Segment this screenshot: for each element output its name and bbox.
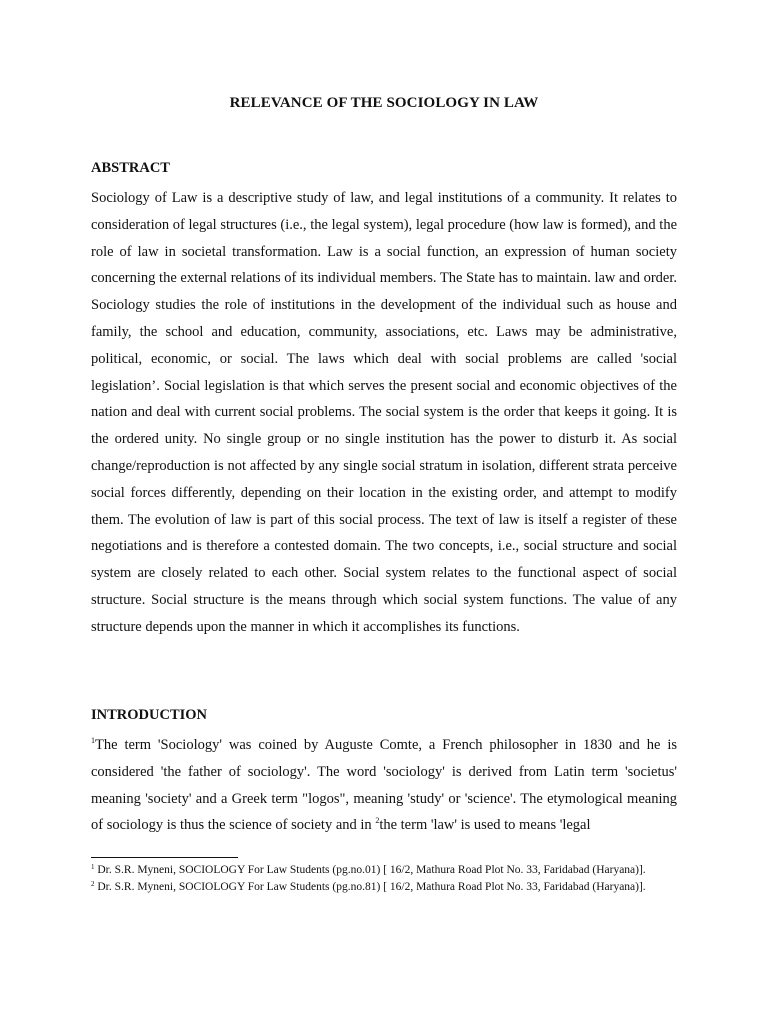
- introduction-paragraph: [91, 732, 677, 839]
- abstract-heading: ABSTRACT: [91, 160, 170, 176]
- footnote-2: [91, 879, 651, 896]
- introduction-text-part1: The term 'Sociology' was coined by Auguste Comte, a French philosopher in 1830 and he is considered 'the father of sociology'. The word 'sociology' is derived from Latin term 'societus' meaning 'society' and a Greek term "logos", meaning 'study' or 'science'. The etymological meaning of sociology is thus the science of society and in: [91, 737, 677, 834]
- abstract-paragraph: Sociology of Law is a descriptive study of law, and legal institutions of a community. It relates to consideration of legal structures (i.e., the legal system), legal procedure (how law is formed), and the role of law in societal transformation. Law is a social function, an expression of human society concerning the external relations of its individual members. The State has to maintain. law and order. Sociology studies the role of institutions in the development of the individual such as house and family, the school and education, community, associations, etc. Laws may be administrative, political, economic, or social. The laws which deal with social problems are called 'social legislation’. Social legislation is that which serves the present social and economic objectives of the nation and deal with current social problems. The social system is the order that keeps it going. It is the ordered unity. No single group or no single institution has the power to disturb it. As social change/reproduction is not affected by any single social stratum in isolation, different strata perceive social forces differently, depending on their location in the existing order, and attempt to modify them. The evolution of law is part of this social process. The text of law is itself a register of these negotiations and is therefore a contested domain. The two concepts, i.e., social structure and social system are closely related to each other. Social system relates to the functional aspect of social structure. Social structure is the means through which social system functions. The value of any structure depends upon the manner in which it accomplishes its functions.: [91, 190, 678, 635]
- footnote-separator: [91, 857, 238, 858]
- footnote-text: Dr. S.R. Myneni, SOCIOLOGY For Law Students (pg.no.01) [ 16/2, Mathura Road Plot No. 33, Faridabad (Haryana)].: [94, 864, 646, 876]
- introduction-text-part2: the term 'law' is used to means 'legal: [379, 817, 591, 834]
- footnotes: [91, 862, 651, 896]
- footnote-text: Dr. S.R. Myneni, SOCIOLOGY For Law Students (pg.no.81) [ 16/2, Mathura Road Plot No. 33, Faridabad (Haryana)].: [94, 881, 646, 893]
- footnote-1: [91, 862, 651, 879]
- footnote-number: 2: [91, 880, 95, 888]
- footnote-ref-2[interactable]: 2: [375, 816, 380, 826]
- page-title: RELEVANCE OF THE SOCIOLOGY IN LAW: [229, 95, 539, 111]
- introduction-heading: INTRODUCTION: [91, 707, 208, 723]
- footnote-number: 1: [91, 863, 95, 871]
- footnote-ref-1[interactable]: 1: [91, 736, 95, 745]
